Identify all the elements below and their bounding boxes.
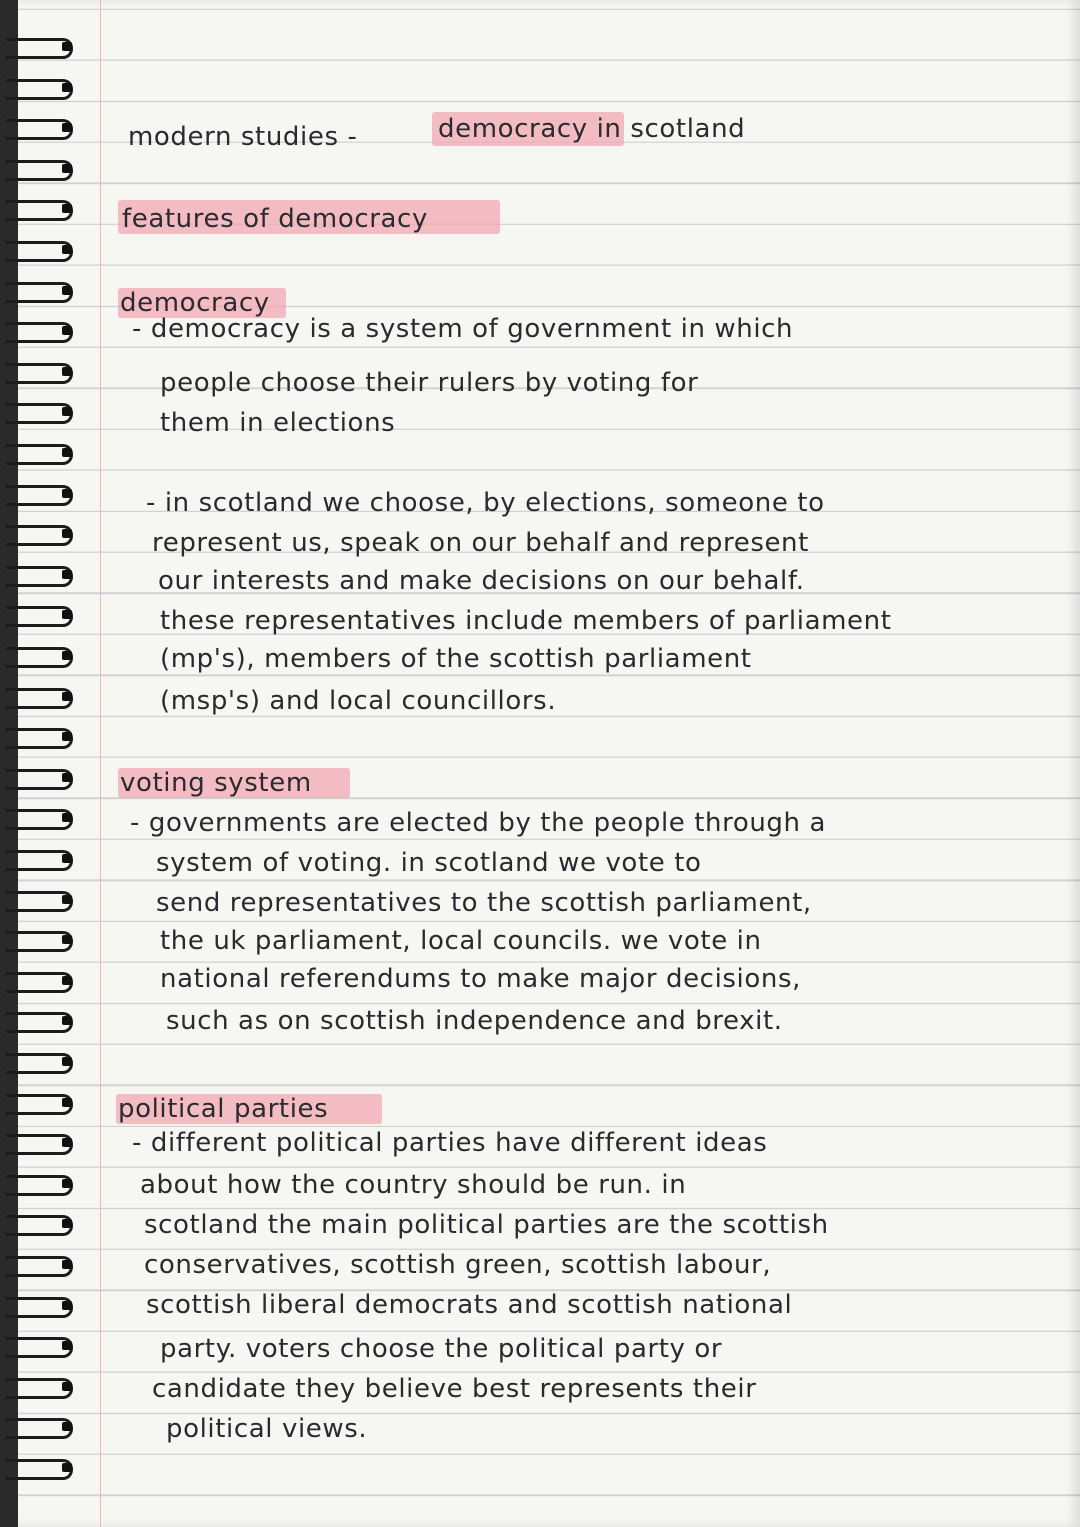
section-line: - different political parties have different ideas (132, 1128, 768, 1158)
spiral-ring (6, 363, 73, 384)
spiral-ring (6, 606, 73, 627)
spiral-ring (6, 1012, 73, 1033)
spiral-ring (6, 1297, 73, 1318)
spiral-ring (6, 525, 73, 546)
section-heading-democracy: democracy (120, 288, 270, 318)
page-title-topic: democracy in scotland (438, 114, 746, 144)
spiral-ring (6, 403, 73, 424)
spiral-ring (6, 322, 73, 343)
spiral-ring (6, 850, 73, 871)
section-line: political views. (166, 1414, 368, 1444)
section-heading-political-parties: political parties (118, 1094, 329, 1124)
spiral-ring (6, 566, 73, 587)
spiral-ring (6, 282, 73, 303)
spiral-ring (6, 728, 73, 749)
section-line: national referendums to make major decisions, (160, 964, 801, 994)
section-line: - in scotland we choose, by elections, someone to (146, 488, 825, 518)
section-line: scotland the main political parties are the scottish (144, 1210, 829, 1240)
section-line: send representatives to the scottish parliament, (156, 888, 812, 918)
spiral-ring (6, 1459, 73, 1480)
section-line: them in elections (160, 408, 396, 438)
section-line: these representatives include members of parliament (160, 606, 892, 636)
spiral-ring (6, 931, 73, 952)
section-line: (mp's), members of the scottish parliament (160, 644, 752, 674)
spiral-ring (6, 119, 73, 140)
section-line: (msp's) and local councillors. (160, 686, 557, 716)
spiral-ring (6, 485, 73, 506)
spiral-ring (6, 1337, 73, 1358)
section-line: scottish liberal democrats and scottish national (146, 1290, 793, 1320)
section-line: such as on scottish independence and brexit. (166, 1006, 783, 1036)
spiral-ring (6, 769, 73, 790)
spiral-ring (6, 1134, 73, 1155)
spiral-ring (6, 647, 73, 668)
spiral-ring (6, 972, 73, 993)
section-line: represent us, speak on our behalf and represent (152, 528, 809, 558)
section-line: - democracy is a system of government in which (132, 314, 794, 344)
section-line: candidate they believe best represents their (152, 1374, 757, 1404)
spiral-ring (6, 79, 73, 100)
section-line: party. voters choose the political party or (160, 1334, 723, 1364)
spiral-ring (6, 1215, 73, 1236)
spiral-ring (6, 1175, 73, 1196)
section-heading-voting-system: voting system (120, 768, 312, 798)
section-line: about how the country should be run. in (140, 1170, 687, 1200)
spiral-ring (6, 1053, 73, 1074)
spiral-ring (6, 38, 73, 59)
margin-line (100, 0, 101, 1527)
spiral-ring (6, 1094, 73, 1115)
spiral-ring (6, 241, 73, 262)
spiral-ring (6, 688, 73, 709)
section-line: the uk parliament, local councils. we vote in (160, 926, 762, 956)
page-subtitle: features of democracy (122, 204, 428, 234)
section-line: system of voting. in scotland we vote to (156, 848, 702, 878)
spiral-ring (6, 1418, 73, 1439)
spiral-ring (6, 1378, 73, 1399)
spiral-ring (6, 160, 73, 181)
spiral-ring (6, 200, 73, 221)
section-line: - governments are elected by the people through a (130, 808, 826, 838)
section-line: people choose their rulers by voting for (160, 368, 699, 398)
section-line: our interests and make decisions on our behalf. (158, 566, 805, 596)
page-title-subject: modern studies - (128, 122, 358, 152)
spiral-ring (6, 809, 73, 830)
spiral-ring (6, 891, 73, 912)
spiral-ring (6, 1256, 73, 1277)
section-line: conservatives, scottish green, scottish labour, (144, 1250, 772, 1280)
spiral-ring (6, 444, 73, 465)
